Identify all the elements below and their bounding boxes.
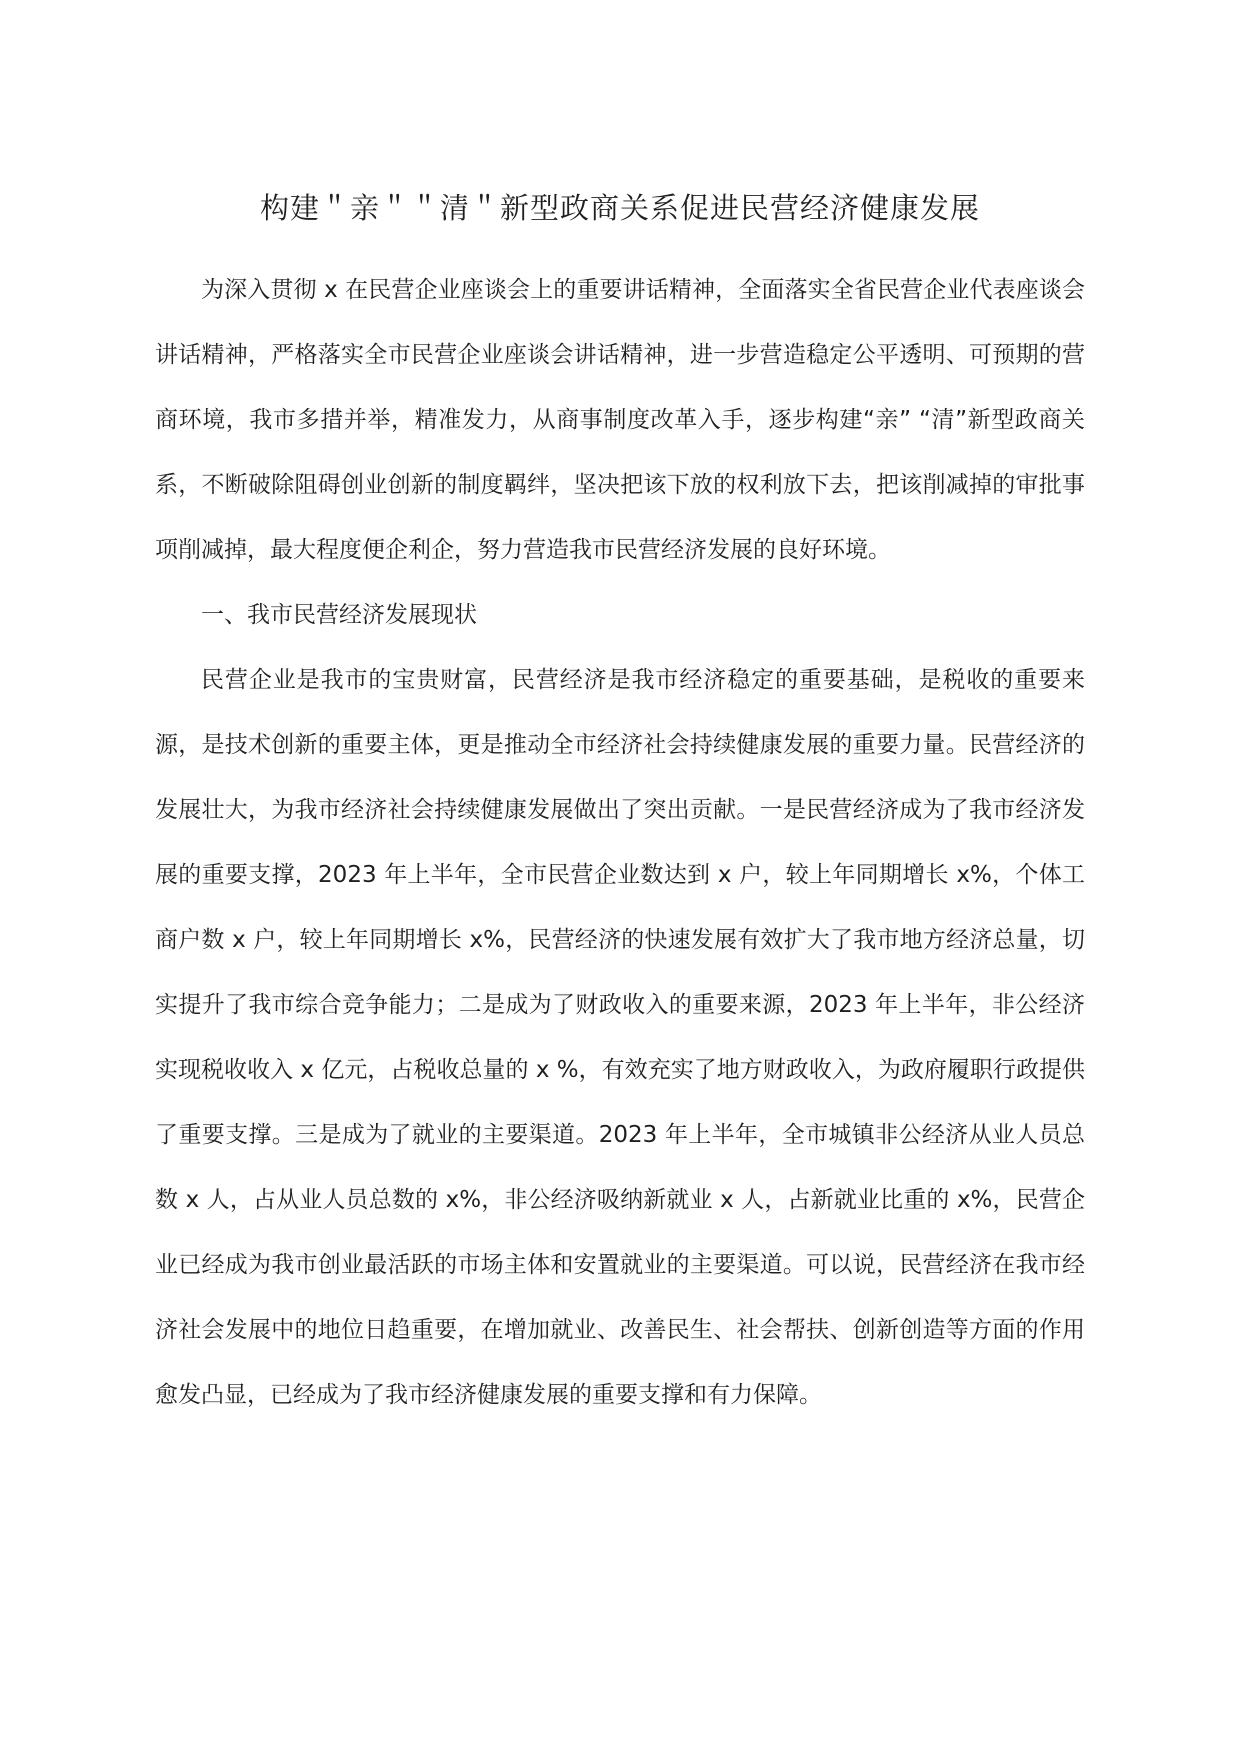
body-paragraph: 民营企业是我市的宝贵财富，民营经济是我市经济稳定的重要基础，是税收的重要来源，是技术创新的重要主体，更是推动全市经济社会持续健康发展的重要力量。民营经济的发展壮大，为我市经济社会持续健康发展做出了突出贡献。一是民营经济成为了我市经济发展的重要支撑，2023 年上半年，全市民营企业数达到 x 户，较上年同期增长 x%，个体工商户数 x 户，较上年同期增长 x%，民营经济的快速发展有效扩大了我市地方经济总量，切实提升了我市综合竞争能力；二是成为了财政收入的重要来源，2023 年上半年，非公经济实现税收收入 x 亿元，占税收总量的 x %，有效充实了地方财政收入，为政府履职行政提供了重要支撑。三是成为了就业的主要渠道。2023 年上半年，全市城镇非公经济从业人员总数 x 人，占从业人员总数的 x%，非公经济吸纳新就业 x 人，占新就业比重的 x%，民营企业已经成为我市创业最活跃的市场主体和安置就业的主要渠道。可以说，民营经济在我市经济社会发展中的地位日趋重要，在增加就业、改善民生、社会帮扶、创新创造等方面的作用愈发凸显，已经成为了我市经济健康发展的重要支撑和有力保障。 [155, 667, 1085, 1408]
document-title: 构建＂亲＂＂清＂新型政商关系促进民营经济健康发展 [259, 191, 980, 225]
document-body [155, 258, 1085, 1428]
intro-paragraph: 为深入贯彻 x 在民营企业座谈会上的重要讲话精神，全面落实全省民营企业代表座谈会讲话精神，严格落实全市民营企业座谈会讲话精神，进一步营造稳定公平透明、可预期的营商环境，我市多措并举，精准发力，从商事制度改革入手，逐步构建“亲” “清”新型政商关系，不断破除阻碍创业创新的制度羁绊，坚决把该下放的权利放下去，把该削减掉的审批事项削减掉，最大程度便企利企，努力营造我市民营经济发展的良好环境。 [155, 277, 1085, 563]
section-heading: 一、我市民营经济发展现状 [201, 602, 477, 628]
